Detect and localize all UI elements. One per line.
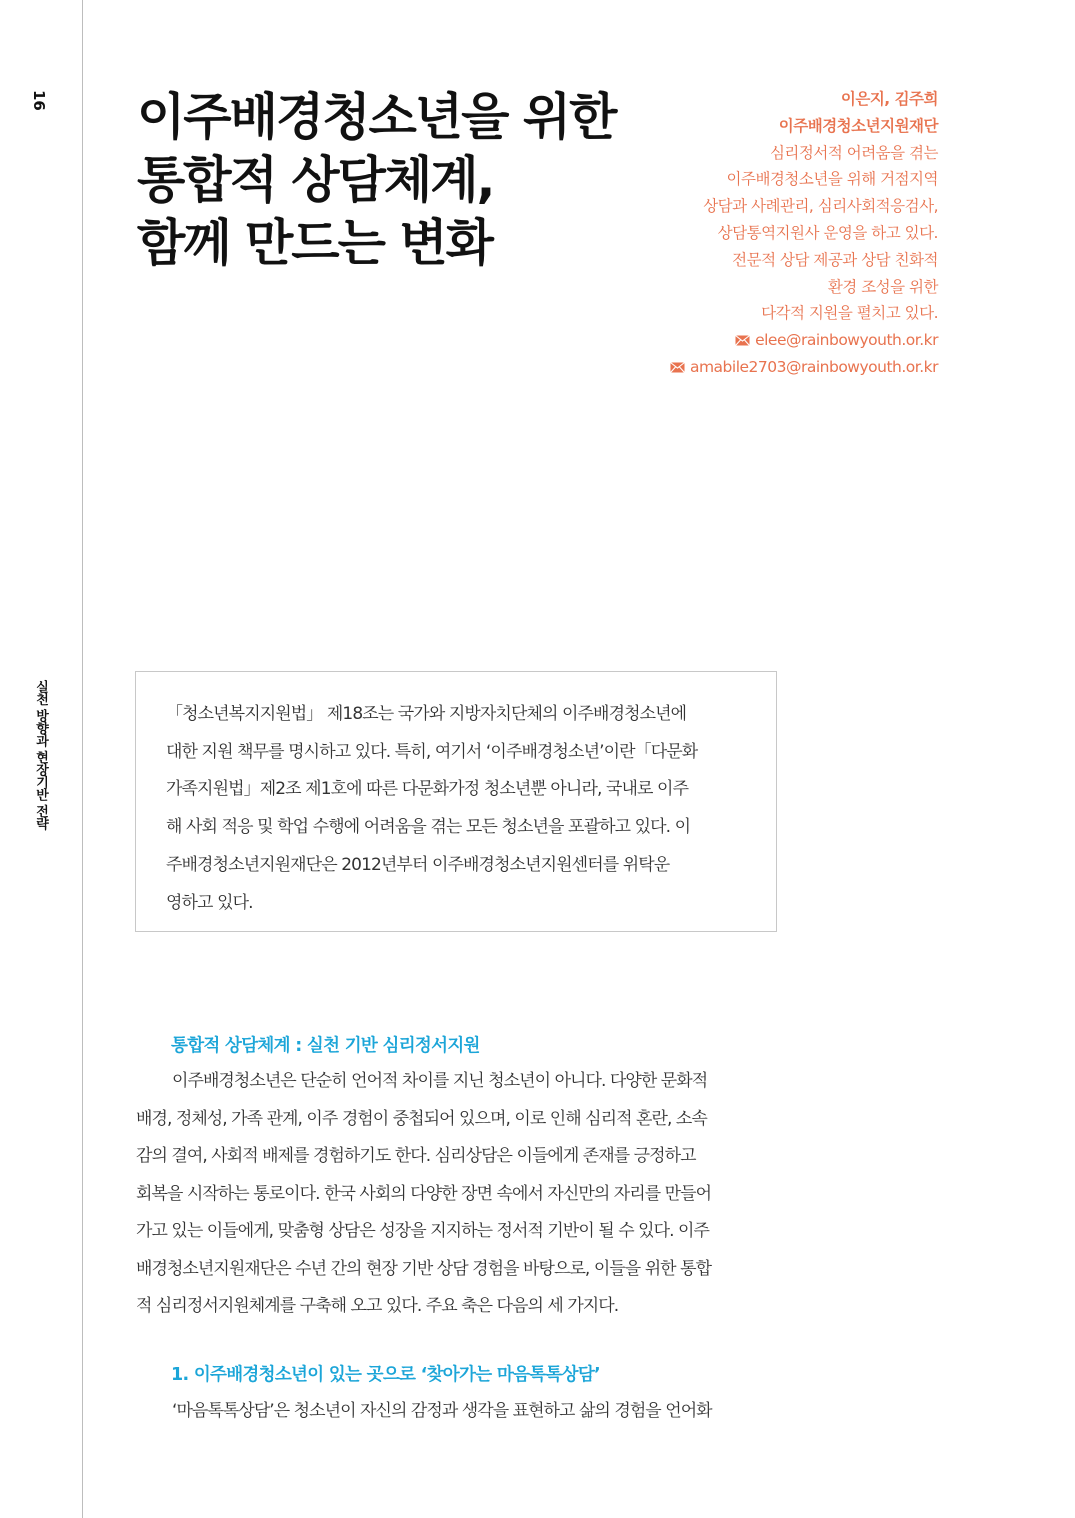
subsection-heading: 1. 이주배경청소년이 있는 곳으로 ‘찾아가는 마음톡톡상담’ xyxy=(171,1365,600,1385)
margin-rule xyxy=(82,0,83,1518)
body-line: 적 심리정서지원체계를 구축해 오고 있다. 주요 축은 다음의 세 가지다. xyxy=(136,1296,619,1316)
body-line: ‘마음톡톡상담’은 청소년이 자신의 감정과 생각을 표현하고 삶의 경험을 언어화 xyxy=(172,1401,712,1421)
body-line: 회복을 시작하는 통로이다. 한국 사회의 다양한 장면 속에서 자신만의 자리를 만들어 xyxy=(136,1183,712,1204)
title-line: 통합적 상담체계, xyxy=(137,151,494,209)
author-email[interactable]: elee@rainbowyouth.or.kr xyxy=(755,331,938,350)
intro-line: 영하고 있다. xyxy=(166,892,253,913)
author-bio-line: 이주배경청소년을 위해 거점지역 xyxy=(726,170,938,189)
author-names: 이은지, 김주희 xyxy=(840,90,938,108)
envelope-icon xyxy=(735,335,750,346)
section-body xyxy=(136,1063,777,1326)
body-line: 배경청소년지원재단은 수년 간의 현장 기반 상담 경험을 바탕으로, 이들을 위한 통합 xyxy=(136,1258,712,1279)
body-line: 감의 결여, 사회적 배제를 경험하기도 한다. 심리상담은 이들에게 존재를 긍정하고 xyxy=(136,1146,696,1166)
envelope-icon xyxy=(670,362,685,373)
author-bio-line: 상담통역지원사 운영을 하고 있다. xyxy=(717,223,938,242)
intro-line: 해 사회 적응 및 학업 수행에 어려움을 겪는 모든 청소년을 포괄하고 있다. 이 xyxy=(166,817,691,838)
subsection-body xyxy=(136,1393,777,1431)
body-line: 이주배경청소년은 단순히 언어적 차이를 지닌 청소년이 아니다. 다양한 문화적 xyxy=(172,1071,708,1091)
body-line: 배경, 정체성, 가족 관계, 이주 경험이 중첩되어 있으며, 이로 인해 심리적 혼란, 소속 xyxy=(136,1108,707,1129)
author-bio-line: 심리정서적 어려움을 겪는 xyxy=(769,143,938,162)
title-line: 함께 만드는 변화 xyxy=(137,214,492,272)
author-email-row xyxy=(538,354,938,381)
author-email-row xyxy=(538,327,938,354)
author-bio-line: 다각적 지원을 펼치고 있다. xyxy=(761,304,938,323)
section-heading: 통합적 상담체계 : 실천 기반 심리정서지원 xyxy=(171,1036,480,1056)
intro-line: 주배경청소년지원재단은 2012년부터 이주배경청소년지원센터를 위탁운 xyxy=(166,854,670,875)
intro-box xyxy=(135,671,777,932)
author-bio-line: 전문적 상담 제공과 상담 친화적 xyxy=(732,250,938,269)
intro-line: 가족지원법」제2조 제1호에 따른 다문화가정 청소년뿐 아니라, 국내로 이주 xyxy=(166,779,689,800)
author-bio-line: 상담과 사례관리, 심리사회적응검사, xyxy=(703,197,938,216)
body-line: 가고 있는 이들에게, 맞춤형 상담은 성장을 지지하는 정서적 기반이 될 수 있다. 이주 xyxy=(136,1221,709,1241)
running-section-title: 실천 방향과 현장기반 전략 xyxy=(33,680,48,830)
author-organization: 이주배경청소년지원재단 xyxy=(778,116,938,135)
author-bio-line: 환경 조성을 위한 xyxy=(827,277,938,296)
intro-line: 「청소년복지지원법」 제18조는 국가와 지방자치단체의 이주배경청소년에 xyxy=(166,704,687,724)
intro-line: 대한 지원 책무를 명시하고 있다. 특히, 여기서 ‘이주배경청소년’이란「다문화 xyxy=(166,741,698,762)
page-number: 16 xyxy=(30,90,48,111)
author-email[interactable]: amabile2703@rainbowyouth.or.kr xyxy=(689,357,938,376)
title-line: 이주배경청소년을 위한 xyxy=(137,88,616,146)
author-info xyxy=(538,86,938,381)
